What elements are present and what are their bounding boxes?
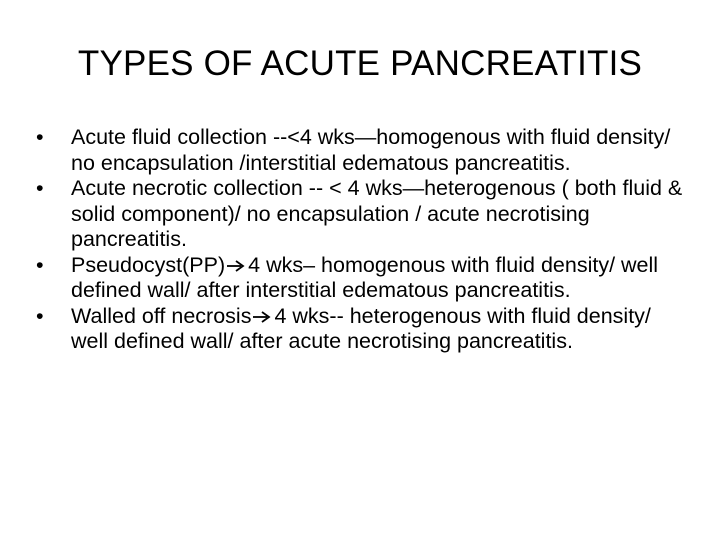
bullet-item-pseudocyst [36,253,686,304]
bullet-dot: • [36,125,44,149]
bullet-text: Acute fluid collection --<4 wks—homogenous with fluid density/ no encapsulation /interstitial edematous pancreatitis. [71,125,671,175]
bullet-text: Acute necrotic collection -- < 4 wks—heterogenous ( both fluid & solid component)/ no encapsulation / acute necrotising pancreatitis. [71,176,683,251]
right-arrow-icon [226,259,246,273]
bullet-text-lead: Pseudocyst(PP) [71,252,226,277]
bullet-dot: • [36,303,44,328]
bullet-list [36,125,686,355]
bullet-text-lead: Walled off necrosis [71,303,252,328]
bullet-text-rest: 4 wks– homogenous with fluid density/ well defined wall/ after interstitial edematous pancreatitis. [71,252,659,302]
bullet-item-walled-off-necrosis [36,304,686,355]
bullet-dot: • [36,176,44,200]
bullet-dot: • [36,252,44,277]
bullet-text-rest: 4 wks-- heterogenous with fluid density/ well defined wall/ after acute necrotising pancreatitis. [71,303,651,353]
slide-title: TYPES OF ACUTE PANCREATITIS [77,44,643,83]
bullet-item-acute-fluid-collection [36,125,686,176]
bullet-item-acute-necrotic-collection [36,176,686,253]
right-arrow-icon [252,310,272,324]
